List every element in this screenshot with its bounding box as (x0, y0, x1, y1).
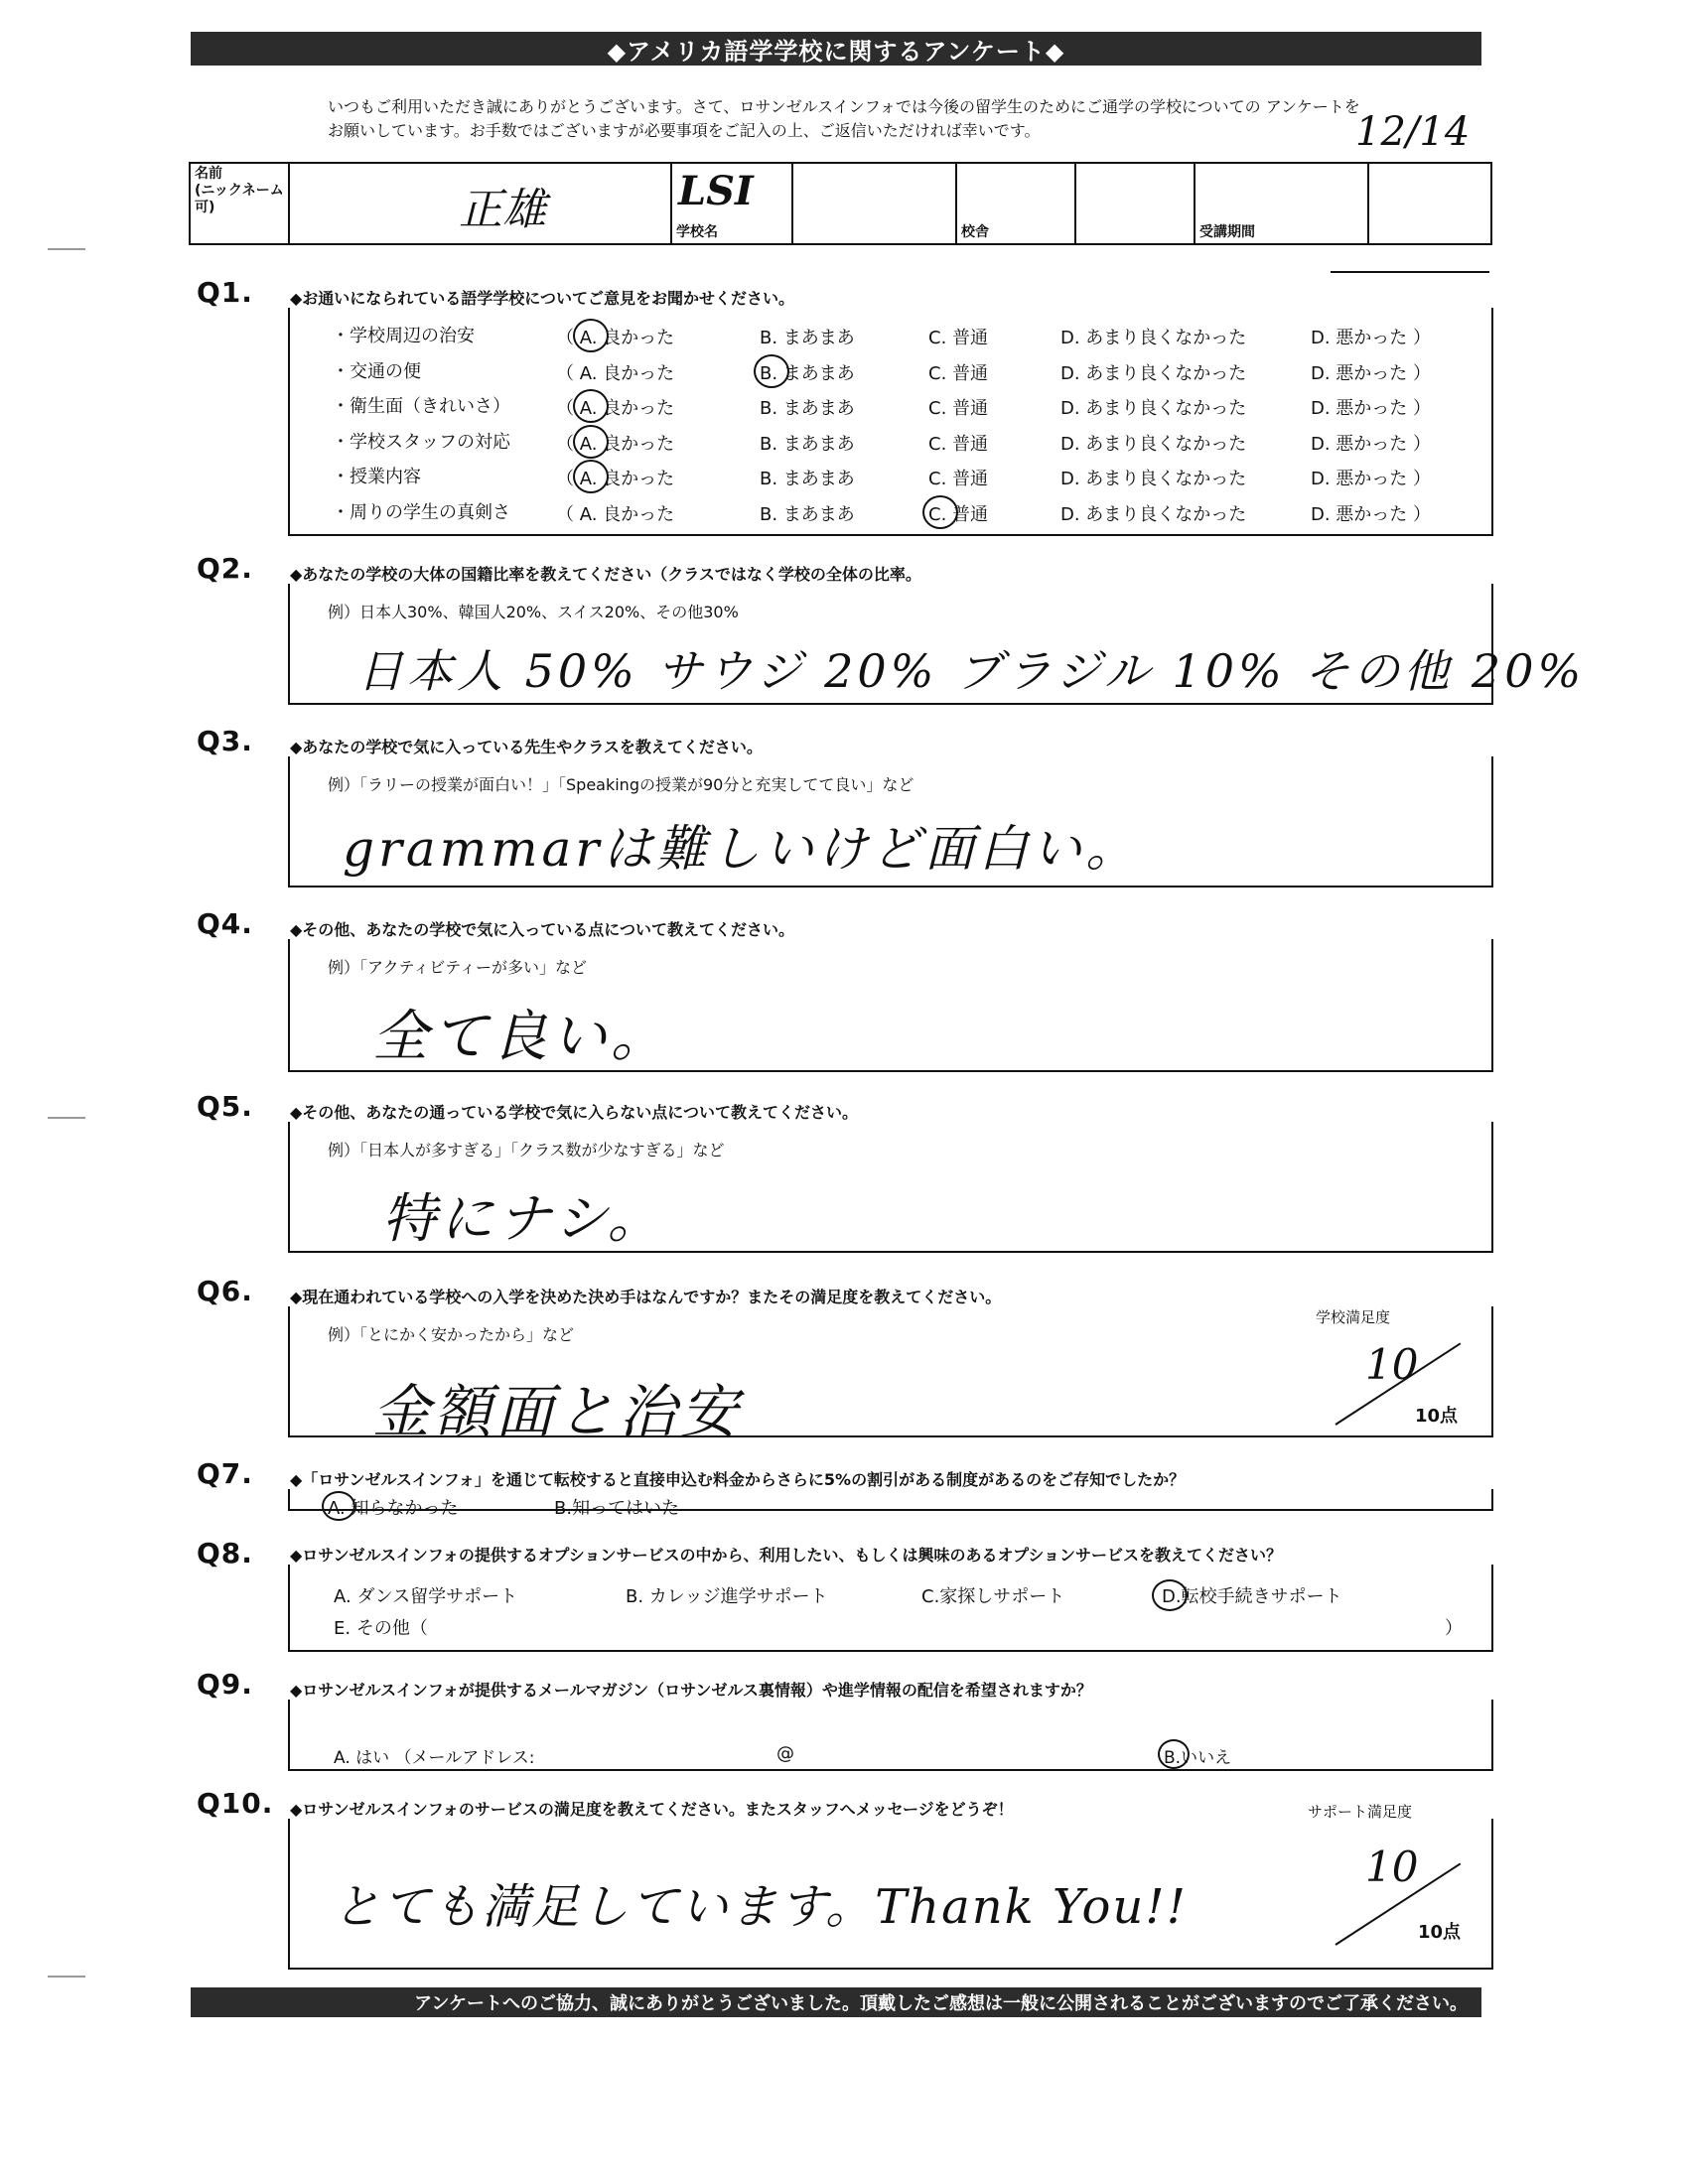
q8-box (288, 1565, 1493, 1652)
q6-score-label: 学校満足度 (1316, 1308, 1391, 1326)
q8-option-c[interactable]: C.家探しサポート (921, 1586, 1065, 1607)
name-field[interactable] (289, 163, 671, 244)
q4-label: Q4. (197, 907, 253, 940)
campus-label: 校舎 (956, 163, 1075, 244)
q10-score-label: サポート満足度 (1308, 1803, 1413, 1821)
q3-example: 例）「ラリーの授業が面白い！」「Speakingの授業が90分と充実してて良い」など (328, 775, 914, 794)
q10-title: ◆ロサンゼルスインフォのサービスの満足度を教えてください。またスタッフへメッセージをどうぞ！ (290, 1800, 1014, 1819)
scan-mark (48, 1117, 85, 1119)
q1-option-d[interactable]: D. あまり良くなかった (1060, 328, 1247, 348)
q1-item-label: ・学校スタッフの対応 (332, 431, 510, 453)
q1-label: Q1. (197, 276, 253, 309)
q7-label: Q7. (197, 1457, 253, 1490)
q7-selected-circle (322, 1491, 355, 1521)
q1-option-c[interactable]: C. 普通 (928, 328, 989, 348)
scan-mark (48, 1976, 85, 1978)
q1-selected-circle (754, 354, 789, 388)
survey-title: ◆アメリカ語学学校に関するアンケート◆ (191, 32, 1481, 66)
q1-option-a[interactable]: （ A. 良かった (556, 469, 675, 489)
q8-option-e-close: ） (1445, 1618, 1463, 1639)
q5-label: Q5. (197, 1090, 253, 1123)
q9-label: Q9. (197, 1668, 253, 1701)
name-label: 名前 (ニックネーム可) (190, 163, 289, 244)
q1-title: ◆お通いになられている語学学校についてご意見をお聞かせください。 (290, 289, 794, 308)
q1-option-c[interactable]: C. 普通 (928, 398, 989, 419)
footer-thanks: アンケートへのご協力、誠にありがとうございました。頂戴したご感想は一般に公開されることがございますのでご了承ください。 (191, 1987, 1481, 2017)
q1-selected-circle (573, 389, 609, 423)
respondent-info-table (189, 162, 1492, 245)
q1-item-label: ・交通の便 (332, 360, 421, 382)
name-value: 正雄 (459, 185, 546, 235)
q5-answer: 特にナシ。 (382, 1187, 665, 1250)
q4-example: 例）「アクティビティーが多い」など (328, 958, 587, 977)
divider (1331, 271, 1489, 273)
campus-field[interactable] (1075, 163, 1195, 244)
q6-score-max: 10点 (1415, 1406, 1459, 1427)
q1-option-b[interactable]: B. まあまあ (760, 433, 855, 455)
q10-label: Q10. (197, 1787, 274, 1820)
q1-selected-circle (573, 460, 609, 493)
q1-option-a[interactable]: （ A. 良かった (556, 328, 675, 348)
q9-option-b[interactable]: B.いいえ (1164, 1748, 1232, 1768)
q5-example: 例）「日本人が多すぎる」「クラス数が少なすぎる」など (328, 1141, 725, 1160)
scan-mark (48, 248, 85, 250)
q1-option-d[interactable]: D. あまり良くなかった (1060, 503, 1247, 525)
q10-score-max: 10点 (1418, 1922, 1462, 1943)
q7-box (288, 1489, 1493, 1511)
school-extra-cell (792, 163, 956, 244)
q1-item-label: ・周りの学生の真剣さ (332, 501, 510, 523)
q1-option-a[interactable]: （ A. 良かった (556, 398, 675, 419)
q9-selected-circle (1158, 1739, 1190, 1769)
q1-option-d[interactable]: D. あまり良くなかった (1060, 398, 1247, 419)
q6-example: 例）「とにかく安かったから」など (328, 1325, 575, 1344)
q6-score-value: 10 (1365, 1340, 1419, 1389)
q10-score-value: 10 (1365, 1843, 1419, 1891)
q2-answer: 日本人 50% サウジ 20% ブラジル 10% その他 20% (357, 644, 1586, 698)
q1-option-b[interactable]: B. まあまあ (760, 398, 855, 419)
q2-example: 例）日本人30%、韓国人20%、スイス20%、その他30% (328, 603, 739, 621)
q1-option-b[interactable]: B. まあまあ (760, 503, 855, 525)
q10-answer: とても満足しています。Thank You!! (333, 1879, 1188, 1935)
period-field[interactable] (1368, 163, 1491, 244)
q8-option-d[interactable]: D.転校手続きサポート (1162, 1586, 1342, 1607)
q1-option-d[interactable]: D. あまり良くなかった (1060, 433, 1247, 455)
q6-answer: 金額面と治安 (372, 1378, 743, 1445)
q8-label: Q8. (197, 1537, 253, 1570)
q9-title: ◆ロサンゼルスインフォが提供するメールマガジン（ロサンゼルス裏情報）や進学情報の配信を希望されますか？ (290, 1681, 1092, 1700)
q8-option-e[interactable]: E. その他（ (334, 1618, 428, 1639)
q1-option-b[interactable]: B. まあまあ (760, 328, 855, 348)
q1-option-e[interactable]: D. 悪かった ） (1311, 469, 1432, 489)
q8-title: ◆ロサンゼルスインフォの提供するオプションサービスの中から、利用したい、もしくは興味のあるオプションサービスを教えてください？ (290, 1546, 1283, 1565)
q3-label: Q3. (197, 725, 253, 757)
q1-selected-circle (922, 495, 958, 529)
q1-item-label: ・学校周辺の治安 (332, 326, 475, 346)
q1-option-e[interactable]: D. 悪かった ） (1311, 328, 1432, 348)
q7-title: ◆「ロサンゼルスインフォ」を通じて転校すると直接申込む料金からさらに5%の割引がある制度があるのをご存知でしたか？ (290, 1470, 1186, 1489)
q1-option-e[interactable]: D. 悪かった ） (1311, 433, 1432, 455)
q1-option-a[interactable]: （ A. 良かった (556, 503, 675, 525)
q6-label: Q6. (197, 1275, 253, 1307)
q6-title: ◆現在通われている学校への入学を決めた決め手はなんですか？またその満足度を教えてください。 (290, 1288, 1002, 1306)
q7-option-b[interactable]: B.知ってはいた (554, 1498, 680, 1519)
q1-option-c[interactable]: C. 普通 (928, 433, 989, 455)
q2-label: Q2. (197, 552, 253, 585)
q1-option-a[interactable]: （ A. 良かった (556, 433, 675, 455)
school-label: 学校名 (676, 224, 718, 240)
q7-option-a[interactable]: A. 知らなかった (328, 1498, 459, 1519)
q8-selected-circle (1152, 1579, 1188, 1611)
q3-title: ◆あなたの学校で気に入っている先生やクラスを教えてください。 (290, 738, 763, 756)
q1-option-e[interactable]: D. 悪かった ） (1311, 503, 1432, 525)
handwritten-date: 12/14 (1355, 109, 1471, 155)
q1-option-c[interactable]: C. 普通 (928, 469, 989, 489)
q1-option-d[interactable]: D. あまり良くなかった (1060, 362, 1247, 384)
q9-option-a[interactable]: A. はい （メールアドレス: (334, 1748, 535, 1768)
q1-option-e[interactable]: D. 悪かった ） (1311, 398, 1432, 419)
intro-text: いつもご利用いただき誠にありがとうございます。さて、ロサンゼルスインフォでは今後の留学生のためにご通学の学校についての アンケートをお願いしています。お手数ではございますが必要事項をご記入の上、ご返信いただければ幸いです。 (328, 97, 1360, 140)
q4-title: ◆その他、あなたの学校で気に入っている点について教えてください。 (290, 920, 794, 939)
q1-option-c[interactable]: C. 普通 (928, 362, 989, 384)
q1-item-label: ・授業内容 (332, 467, 421, 487)
school-field[interactable] (671, 163, 792, 244)
q1-option-b[interactable]: B. まあまあ (760, 362, 855, 384)
q1-option-c[interactable]: C. 普通 (928, 503, 989, 525)
q8-option-a[interactable]: A. ダンス留学サポート (334, 1586, 518, 1607)
q1-option-b[interactable]: B. まあまあ (760, 469, 855, 489)
q5-title: ◆その他、あなたの通っている学校で気に入らない点について教えてください。 (290, 1103, 858, 1122)
q4-answer: 全て良い。 (372, 1005, 670, 1069)
q1-option-d[interactable]: D. あまり良くなかった (1060, 469, 1247, 489)
q1-option-a[interactable]: （ A. 良かった (556, 362, 675, 384)
period-label: 受講期間 (1195, 163, 1368, 244)
q1-selected-circle (573, 425, 609, 459)
q1-selected-circle (573, 319, 609, 352)
q3-answer: grammarは難しいけど面白い。 (343, 820, 1140, 878)
school-value: LSI (678, 168, 754, 214)
q9-at-sign: @ (776, 1743, 794, 1764)
q8-option-b[interactable]: B. カレッジ進学サポート (626, 1586, 828, 1607)
q1-item-label: ・衛生面（きれいさ） (332, 396, 510, 417)
q2-title: ◆あなたの学校の大体の国籍比率を教えてください（クラスではなく学校の全体の比率。 (290, 565, 921, 584)
q1-option-e[interactable]: D. 悪かった ） (1311, 362, 1432, 384)
